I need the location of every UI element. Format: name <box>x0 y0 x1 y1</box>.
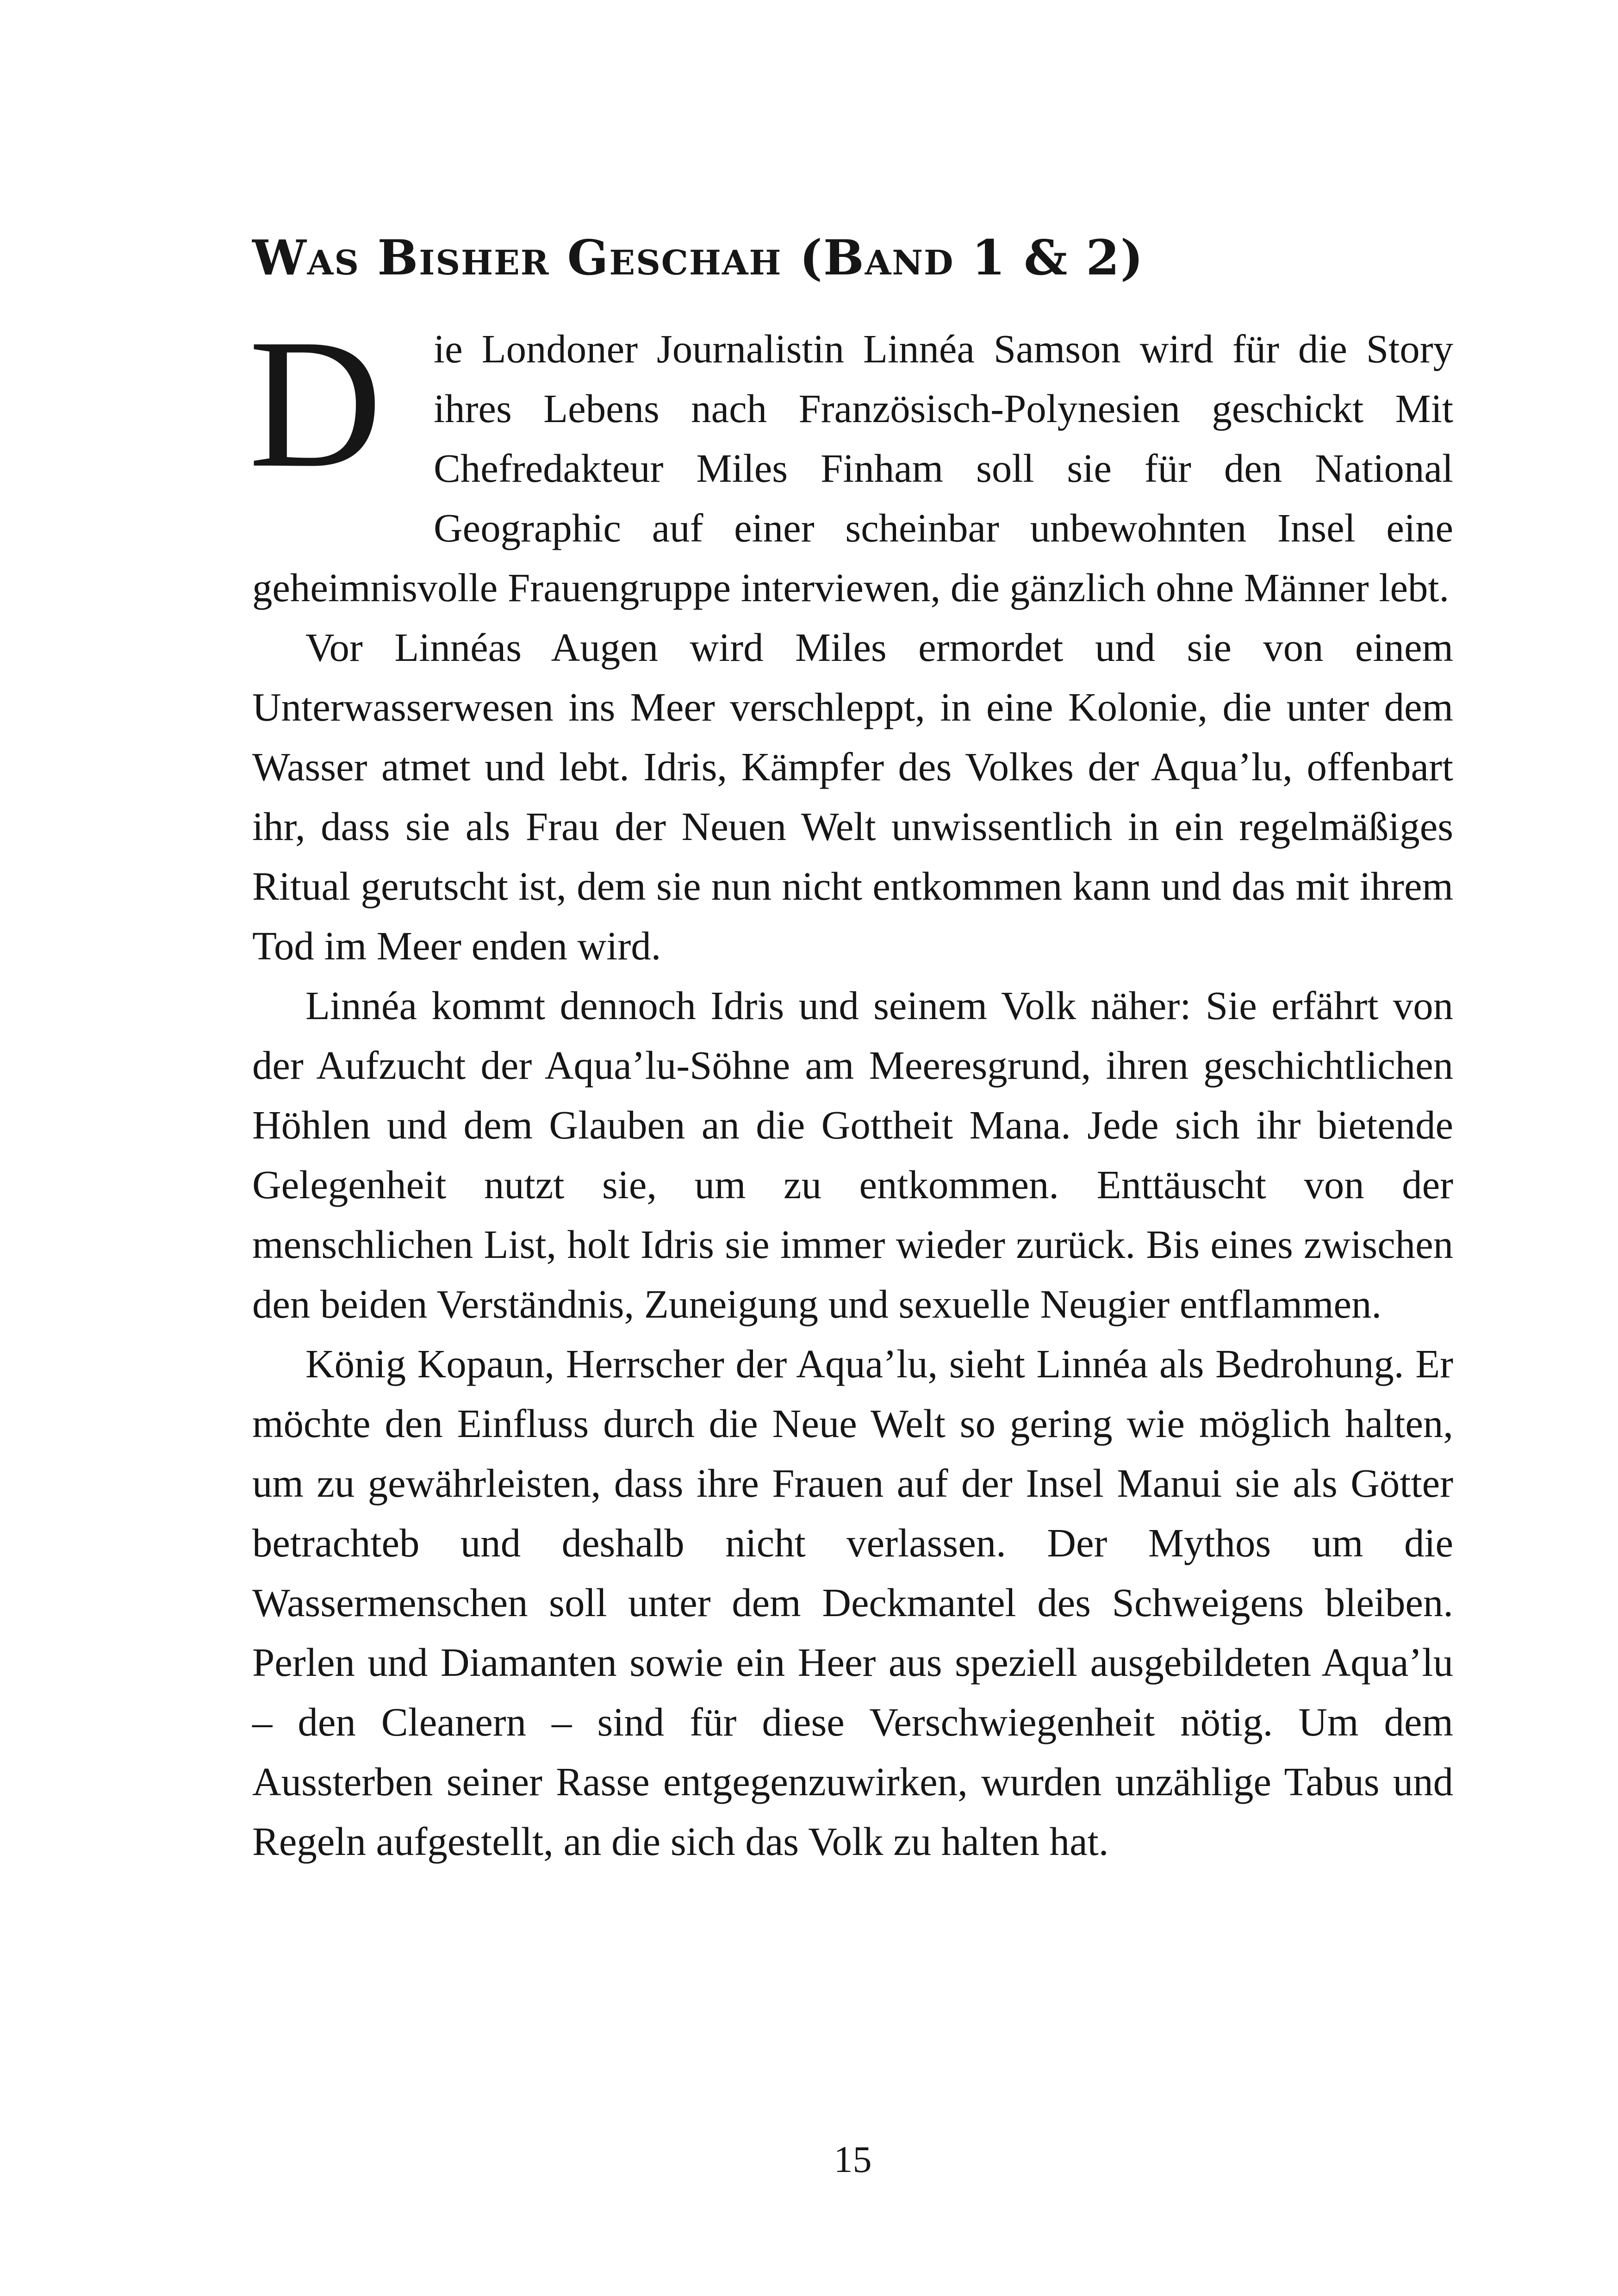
book-page <box>249 0 1453 2296</box>
chapter-title: Was Bisher Geschah (Band 1 & 2) <box>252 229 1144 286</box>
page-number: 15 <box>834 2138 872 2180</box>
paragraph-4: König Kopaun, Herrscher der Aqua’lu, sieht Linnéa als Bedrohung. Er möchte den Einfluss durch die Neue Welt so gering wie möglich halten, um zu gewährleisten, dass ihre Frauen auf der Insel Manui sie als Götter betrachteb und deshalb nicht verlassen. Der Mythos um die Wassermenschen soll unter dem Deckmantel des Schweigens bleiben. Perlen und Diamanten sowie ein Heer aus speziell ausgebildeten Aqua’lu – den Cleanern – sind für diese Verschwiegenheit nötig. Um dem Aussterben seiner Rasse entgegenzuwirken, wurden unzählige Tabus und Regeln aufgestellt, an die sich das Volk zu halten hat. <box>252 1342 1453 1864</box>
paragraph-2: Vor Linnéas Augen wird Miles ermordet und sie von einem Unterwasserwesen ins Meer verschleppt, in eine Kolonie, die unter dem Wasser atmet und lebt. Idris, Kämpfer des Volkes der Aqua’lu, offenbart ihr, dass sie als Frau der Neuen Welt unwissentlich in ein regelmäßiges Ritual gerutscht ist, dem sie nun nicht entkommen kann und das mit ihrem Tod im Meer enden wird. <box>252 625 1453 968</box>
body-text <box>249 301 1453 1872</box>
paragraph-1 <box>249 301 1453 618</box>
paragraph-3: Linnéa kommt dennoch Idris und seinem Volk näher: Sie erfährt von der Aufzucht der Aqua’lu-Söhne am Meeresgrund, ihren geschichtlichen Höhlen und dem Glauben an die Gottheit Mana. Jede sich ihr bietende Gelegenheit nutzt sie, um zu entkommen. Enttäuscht von der menschlichen List, holt Idris sie immer wieder zurück. Bis eines zwischen den beiden Verständnis, Zuneigung und sexuelle Neugier entflammen. <box>252 983 1453 1326</box>
drop-cap: D <box>249 301 382 506</box>
paragraph-1-text: ie Londoner Journalistin Linnéa Samson wird für die Story ihres Lebens nach Französisch-Polynesien geschickt Mit Chefredakteur Miles Finham soll sie für den National Geographic auf einer scheinbar unbewohnten Insel eine geheimnisvolle Frauengruppe interviewen, die gänzlich ohne Männer lebt. <box>252 327 1453 610</box>
